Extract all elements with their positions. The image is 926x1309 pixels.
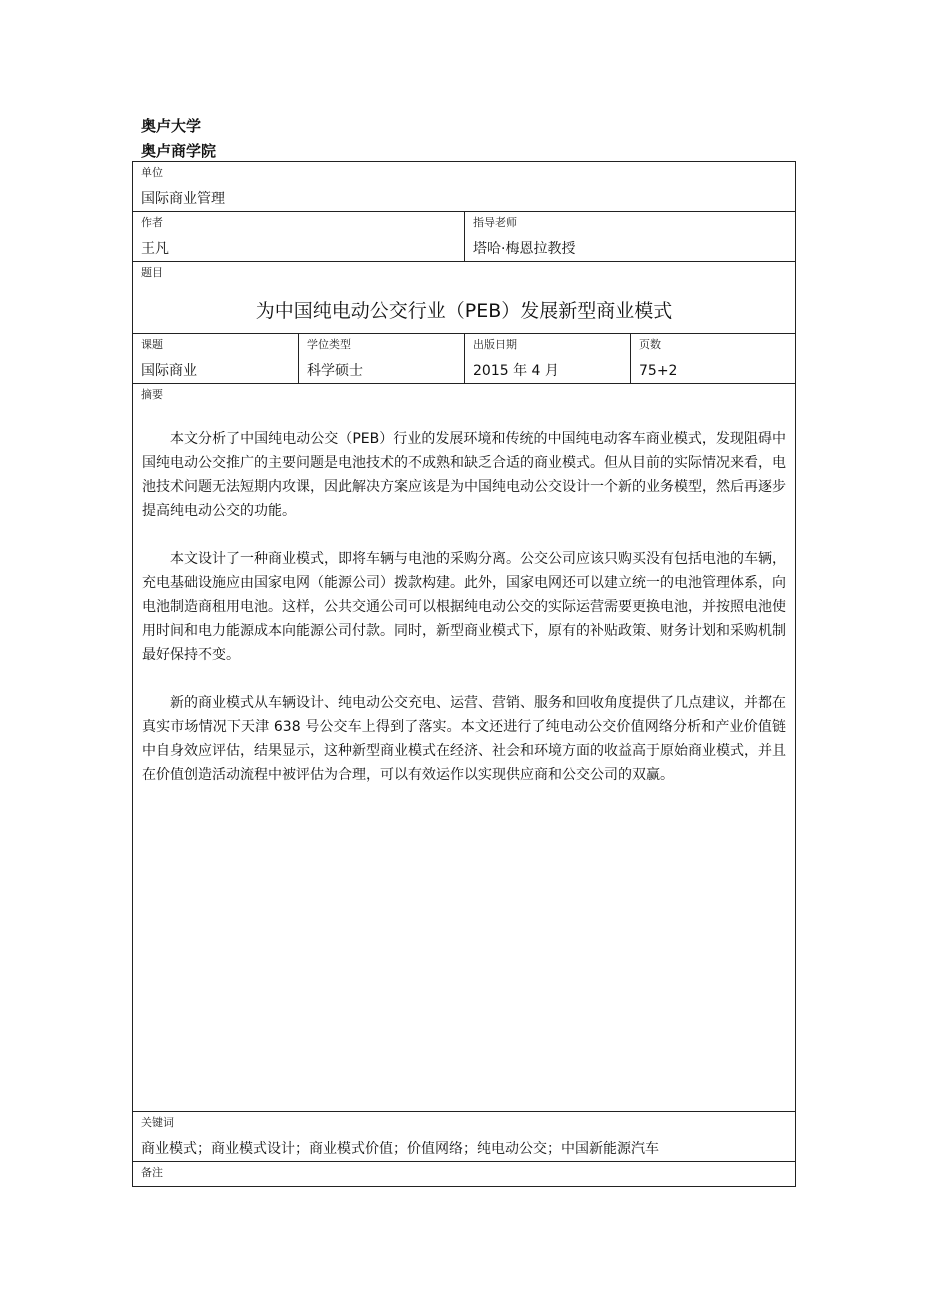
abstract-body	[142, 427, 786, 811]
unit-cell	[133, 162, 795, 211]
abstract-paragraph-3: 新的商业模式从车辆设计、纯电动公交充电、运营、营销、服务和回收角度提供了几点建议，并都在真实市场情况下天津 638 号公交车上得到了落实。本文还进行了纯电动公交价值网络分析和产业价值链中自身效应评估，结果显示，这种新型商业模式在经济、社会和环境方面的收益高于原始商业模式，并且在价值创造活动流程中被评估为合理，可以有效运作以实现供应商和公交公司的双赢。	[142, 695, 786, 783]
pages-label: 页数	[639, 338, 661, 351]
pages-value: 75+2	[639, 363, 678, 379]
thesis-info-form	[132, 161, 796, 1187]
document-header	[141, 114, 216, 164]
unit-value: 国际商业管理	[141, 191, 225, 207]
keywords-value: 商业模式；商业模式设计；商业模式价值；价值网络；纯电动公交；中国新能源汽车	[141, 1141, 659, 1157]
abstract-cell	[133, 384, 795, 1111]
remarks-cell	[133, 1162, 795, 1186]
author-row	[133, 212, 795, 262]
author-cell	[133, 212, 465, 261]
supervisor-label: 指导老师	[473, 216, 517, 229]
supervisor-value: 塔哈·梅恩拉教授	[473, 241, 576, 257]
topic-cell	[133, 262, 795, 333]
meta-row	[133, 334, 795, 384]
date-label: 出版日期	[473, 338, 517, 351]
unit-row	[133, 162, 795, 212]
remarks-row	[133, 1162, 795, 1186]
topic-row	[133, 262, 795, 334]
unit-label: 单位	[141, 166, 163, 179]
subject-value: 国际商业	[141, 363, 197, 379]
degree-cell	[299, 334, 465, 383]
abstract-paragraph-1: 本文分析了中国纯电动公交（PEB）行业的发展环境和传统的中国纯电动客车商业模式，发现阻碍中国纯电动公交推广的主要问题是电池技术的不成熟和缺乏合适的商业模式。但从目前的实际情况来看，电池技术问题无法短期内攻课，因此解决方案应该是为中国纯电动公交设计一个新的业务模型，然后再逐步提高纯电动公交的功能。	[142, 431, 786, 519]
keywords-label: 关键词	[141, 1116, 174, 1129]
school-name: 奥卢商学院	[141, 142, 217, 160]
subject-cell	[133, 334, 299, 383]
date-value: 2015 年 4 月	[473, 363, 559, 379]
author-label: 作者	[141, 216, 163, 229]
date-cell	[465, 334, 631, 383]
pages-cell	[631, 334, 795, 383]
abstract-row	[133, 384, 795, 1112]
university-name: 奥卢大学	[141, 117, 202, 135]
keywords-row	[133, 1112, 795, 1162]
keywords-cell	[133, 1112, 795, 1161]
supervisor-cell	[465, 212, 795, 261]
thesis-title: 为中国纯电动公交行业（PEB）发展新型商业模式	[255, 300, 673, 322]
abstract-label: 摘要	[141, 388, 163, 401]
abstract-paragraph-2: 本文设计了一种商业模式，即将车辆与电池的采购分离。公交公司应该只购买没有包括电池的车辆，充电基础设施应由国家电网（能源公司）拨款构建。此外，国家电网还可以建立统一的电池管理体系，向电池制造商租用电池。这样，公共交通公司可以根据纯电动公交的实际运营需要更换电池，并按照电池使用时间和电力能源成本向能源公司付款。同时，新型商业模式下，原有的补贴政策、财务计划和采购机制最好保持不变。	[142, 551, 786, 663]
subject-label: 课题	[141, 338, 163, 351]
topic-label: 题目	[141, 266, 163, 279]
remarks-label: 备注	[141, 1166, 163, 1179]
author-value: 王凡	[141, 241, 169, 257]
degree-value: 科学硕士	[307, 363, 363, 379]
degree-label: 学位类型	[307, 338, 351, 351]
